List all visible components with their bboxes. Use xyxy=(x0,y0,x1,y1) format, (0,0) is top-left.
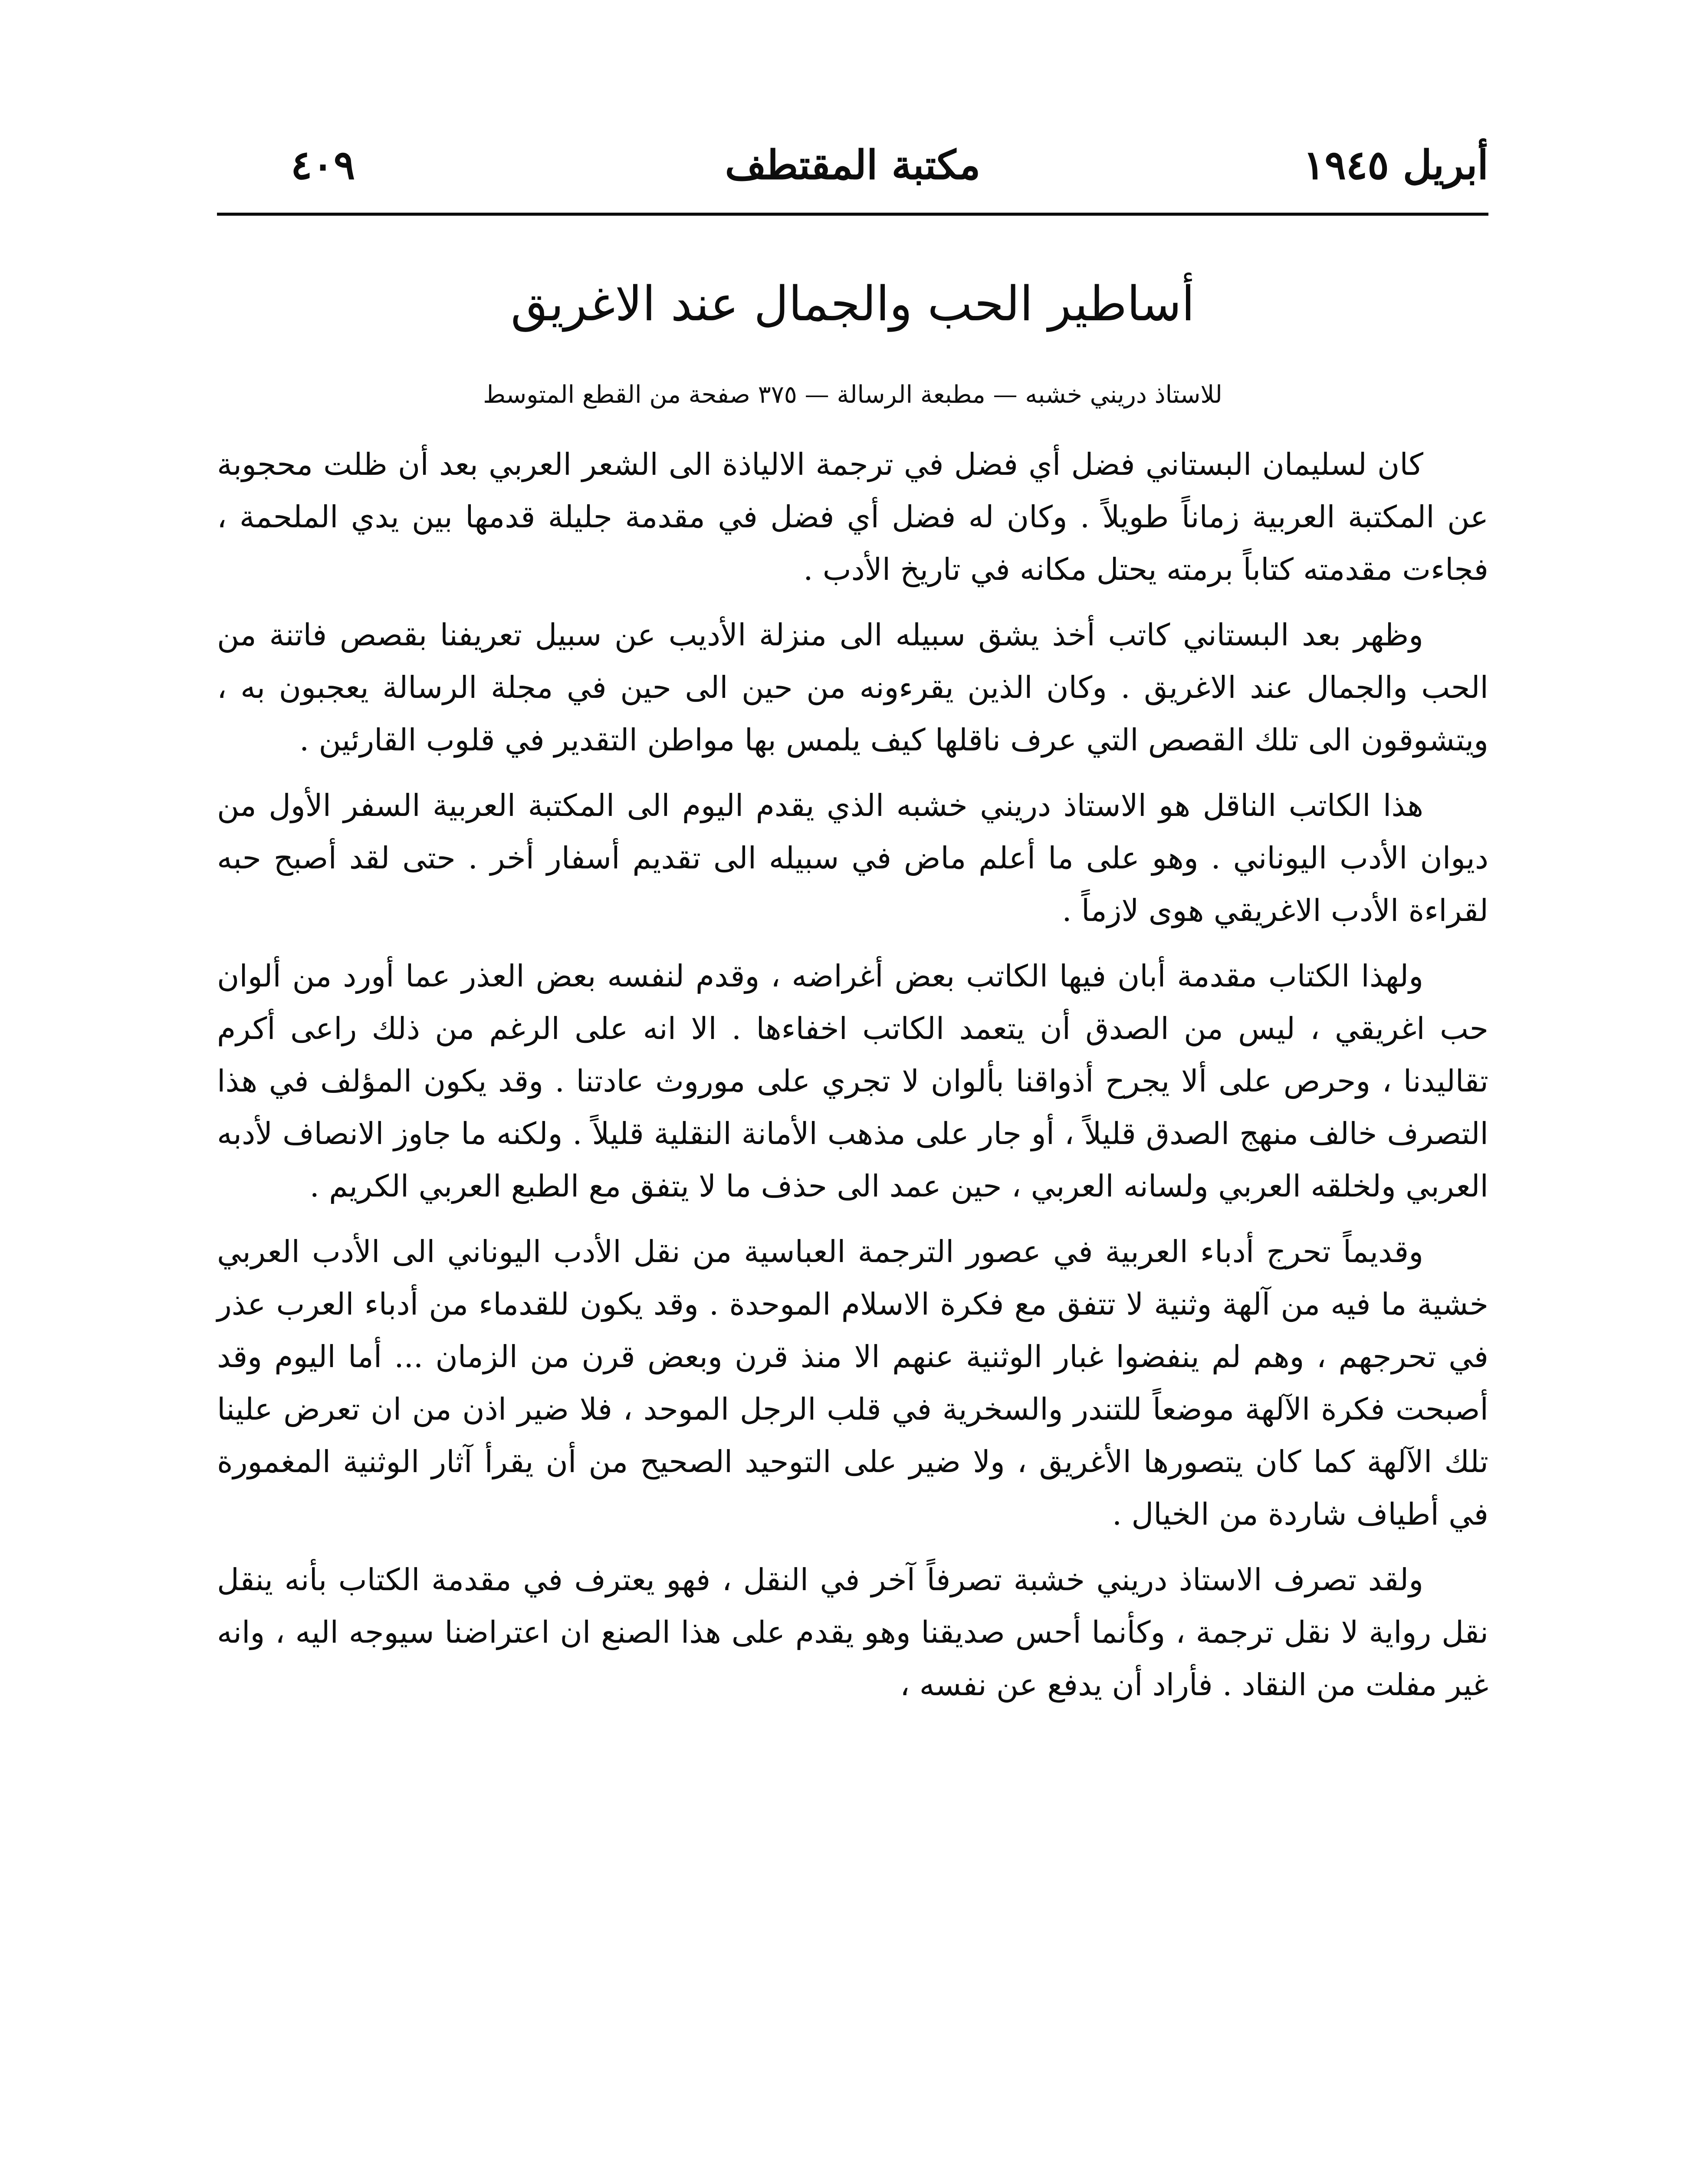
article-title: أساطير الحب والجمال عند الاغريق xyxy=(510,276,1195,332)
paragraph-4: ولهذا الكتاب مقدمة أبان فيها الكاتب بعض أغراضه ، وقدم لنفسه بعض العذر عما أورد من ألوان حب اغريقي ، ليس من الصدق أن يتعمد الكاتب اخفاءها . الا انه على الرغم من ذلك راعى أكرم تقاليدنا ، وحرص على ألا يجرح أذواقنا بألوان لا تجري على موروث عادتنا . وقد يكون المؤلف في هذا التصرف خالف منهج الصدق قليلاً ، أو جار على مذهب الأمانة النقلية قليلاً . ولكنه ما جاوز الانصاف لأدبه العربي ولخلقه العربي ولسانه العربي ، حين عمد الى حذف ما لا يتفق مع الطبع العربي الكريم . xyxy=(217,958,1488,1204)
header-date: أبريل ١٩٤٥ xyxy=(1303,141,1488,188)
header-section-title: مكتبة المقتطف xyxy=(725,141,981,188)
article-subtitle: للاستاذ دريني خشبه — مطبعة الرسالة — ٣٧٥ صفحة من القطع المتوسط xyxy=(483,381,1222,409)
page-number: ٤٠٩ xyxy=(291,141,355,188)
paragraph-6: ولقد تصرف الاستاذ دريني خشبة تصرفاً آخر في النقل ، فهو يعترف في مقدمة الكتاب بأنه ينقل نقل رواية لا نقل ترجمة ، وكأنما أحس صديقنا وهو يقدم على هذا الصنع ان اعتراضنا سيوجه اليه ، وانه غير مفلت من النقاد . فأراد أن يدفع عن نفسه ، xyxy=(217,1562,1488,1703)
running-header xyxy=(217,122,1488,208)
page xyxy=(217,104,1488,2170)
paragraph-3: هذا الكاتب الناقل هو الاستاذ دريني خشبه الذي يقدم اليوم الى المكتبة العربية السفر الأول من ديوان الأدب اليوناني . وهو على ما أعلم ماض في سبيله الى تقديم أسفار أخر . حتى لقد أصبح حبه لقراءة الأدب الاغريقي هوى لازماً . xyxy=(217,788,1488,928)
paragraph-1: كان لسليمان البستاني فضل أي فضل في ترجمة الالياذة الى الشعر العربي بعد أن ظلت محجوبة عن المكتبة العربية زماناً طويلاً . وكان له فضل أي فضل في مقدمة جليلة قدمها بين يدي الملحمة ، فجاءت مقدمته كتاباً برمته يحتل مكانه في تاريخ الأدب . xyxy=(217,447,1488,587)
paragraph-5: وقديماً تحرج أدباء العربية في عصور الترجمة العباسية من نقل الأدب اليوناني الى الأدب العربي خشية ما فيه من آلهة وثنية لا تتفق مع فكرة الاسلام الموحدة . وقد يكون للقدماء من أدباء العرب عذر في تحرجهم ، وهم لم ينفضوا غبار الوثنية عنهم الا منذ قرن وبعض قرن من الزمان ... أما اليوم وقد أصبحت فكرة الآلهة موضعاً للتندر والسخرية في قلب الرجل الموحد ، فلا ضير اذن من ان تعرض علينا تلك الآلهة كما كان يتصورها الأغريق ، ولا ضير على التوحيد الصحيح من أن يقرأ آثار الوثنية المغمورة في أطياف شاردة من الخيال . xyxy=(217,1234,1488,1532)
paragraph-2: وظهر بعد البستاني كاتب أخذ يشق سبيله الى منزلة الأديب عن سبيل تعريفنا بقصص فاتنة من الحب والجمال عند الاغريق . وكان الذين يقرءونه من حين الى حين في مجلة الرسالة يعجبون به ، ويتشوقون الى تلك القصص التي عرف ناقلها كيف يلمس بها مواطن التقدير في قلوب القارئين . xyxy=(217,617,1488,758)
header-rule xyxy=(217,213,1488,216)
article-body xyxy=(217,438,1488,1724)
